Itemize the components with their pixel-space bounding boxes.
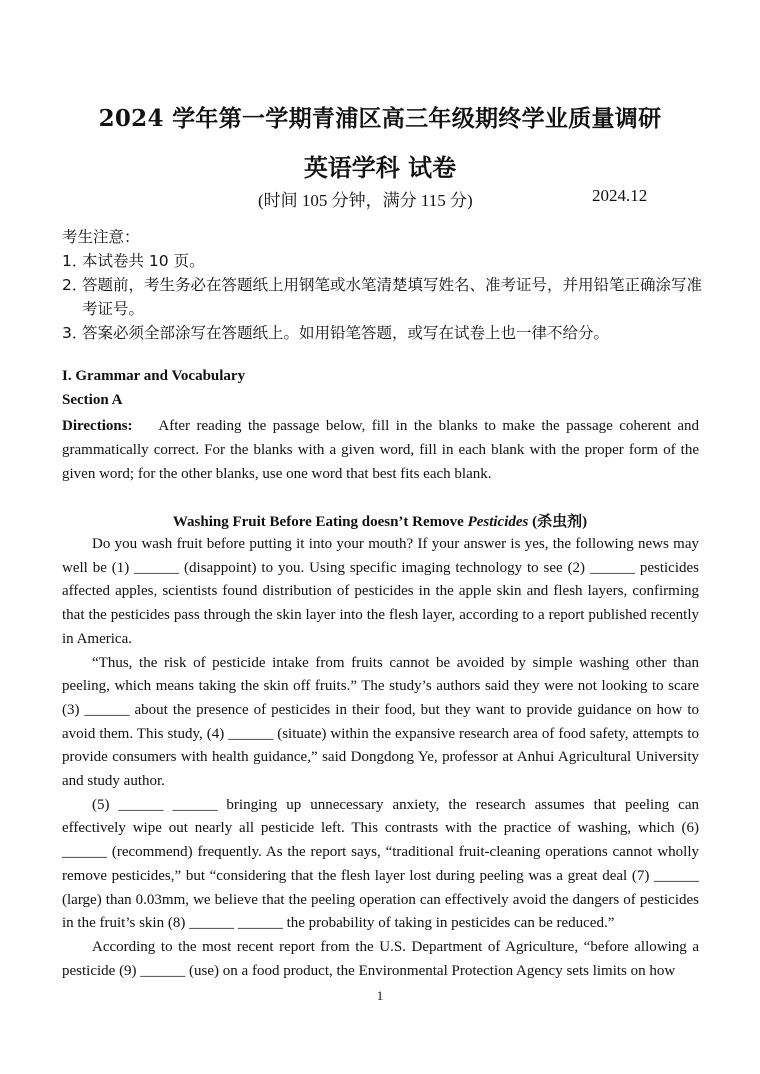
part-heading: I. Grammar and Vocabulary (62, 368, 246, 384)
directions-text: After reading the passage below, fill in the blanks to make the passage coherent and grammatically correct. For the blanks with a given word, fill in each blank with the proper form of the given word; for the other blanks, use one word that best fits each blank. (62, 418, 699, 482)
note-text: 答题前，考生务必在答题纸上用钢笔或水笔清楚填写姓名、准考证号，并用铅笔正确涂写准考证号。 (82, 276, 703, 318)
note-number: 2． (62, 276, 88, 294)
passage-paragraph: “Thus, the risk of pesticide intake from fruits cannot be avoided by simple washing other than peeling, which means taking the skin off fruits.” The study’s authors said they were not looking to scare (3) ______ about the presence of pesticides in their food, but they want to provide guidance on how to avoid them. This study, (4) ______ (situate) within the expansive research area of food safety, attempts to provide consumers with health guidance,” said Dongdong Ye, professor at Anhui Agricultural University and study author. (62, 654, 699, 790)
passage-title-italic: Pesticides (467, 514, 529, 530)
exam-title: 2024 学年第一学期青浦区高三年级期终学业质量调研 (98, 105, 662, 132)
candidate-notes (62, 225, 707, 345)
note-item (62, 273, 707, 321)
note-number: 1． (62, 252, 88, 270)
notes-heading: 考生注意： (62, 228, 140, 246)
passage-paragraph: (5) ______ ______ bringing up unnecessary anxiety, the research assumes that peeling can effectively wipe out nearly all pesticide left. This contrasts with the practice of washing, which (6) ______ (recommend) frequently. As the report says, “traditional fruit-cleaning operations cannot wholly remove pesticides,” but “considering that the flesh layer lost during peeling was a great deal (7) ______ (large) than 0.03mm, we believe that the peeling operation can effectively avoid the dangers of pesticides in the fruit’s skin (8) ______ ______ the probability of taking in pesticides can be reduced.” (62, 796, 699, 932)
passage-title-prefix: Washing Fruit Before Eating doesn’t Remove (172, 514, 468, 530)
passage-body (62, 533, 699, 983)
passage-paragraph: Do you wash fruit before putting it into your mouth? If your answer is yes, the following news may well be (1) ______ (disappoint) to you. Using specific imaging technology to see (2) ______ pesticides affected apples, scientists found distribution of pesticides in the apple skin and flesh layers, confirming that the pesticides pass through the skin layer into the flesh layer, according to a report published recently in America. (62, 536, 699, 647)
note-number: 3． (62, 324, 88, 342)
note-item (62, 321, 707, 345)
passage-paragraph: According to the most recent report from the U.S. Department of Agriculture, “before allowing a pesticide (9) ______ (use) on a food product, the Environmental Protection Agency sets limits on how (62, 938, 699, 979)
directions (62, 414, 699, 486)
note-text: 本试卷共 10 页。 (82, 252, 205, 270)
directions-label: Directions: (62, 418, 133, 434)
note-text: 答案必须全部涂写在答题纸上。如用铅笔答题，或写在试卷上也一律不给分。 (82, 324, 610, 342)
page-number: 1 (376, 988, 384, 1003)
exam-subject: 英语学科 试卷 (303, 153, 457, 182)
time-info: (时间 105 分钟，满分 115 分) (258, 191, 473, 210)
note-item (62, 249, 707, 273)
exam-date: 2024.12 (592, 186, 648, 205)
passage-title (0, 510, 760, 531)
passage-title-suffix: (杀虫剂) (528, 514, 588, 530)
section-heading: Section A (62, 392, 123, 408)
